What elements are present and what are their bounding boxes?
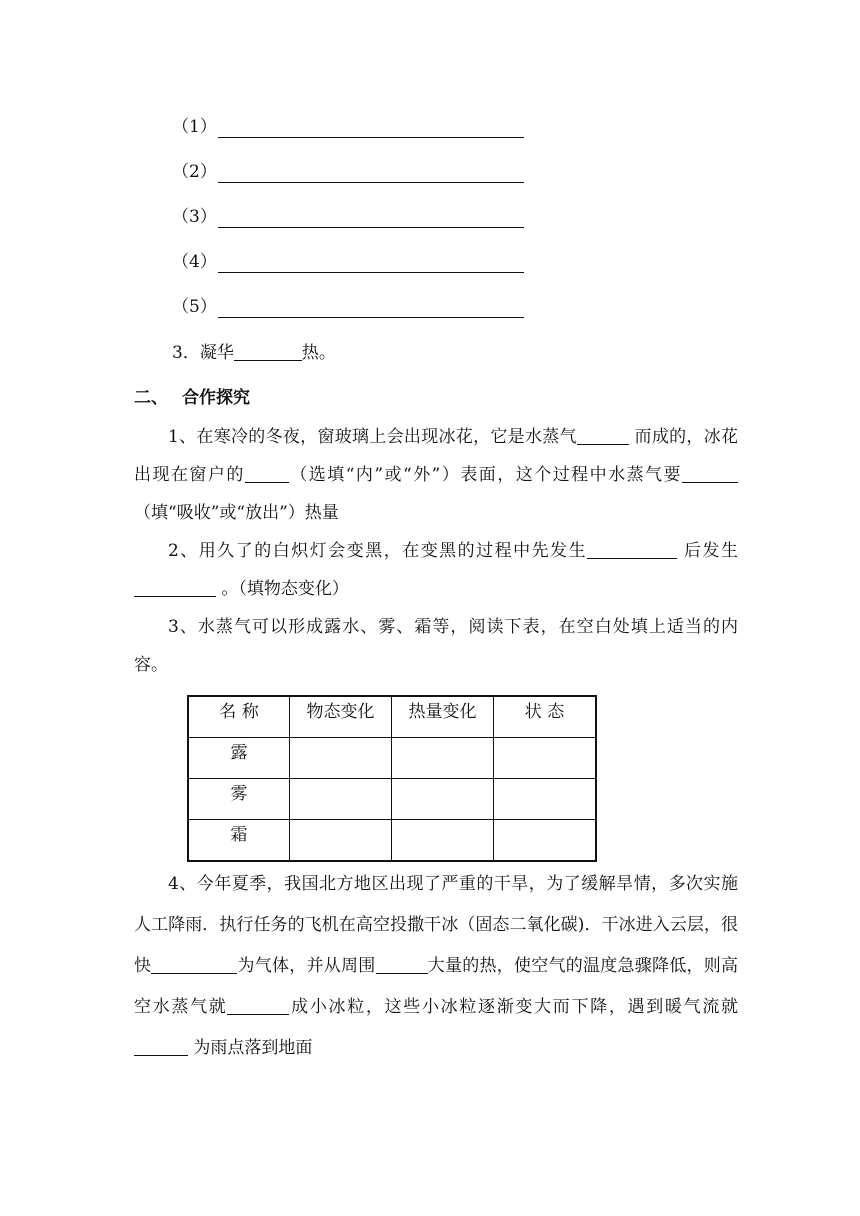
section-heading xyxy=(134,382,250,414)
item-3-prefix: 3．凝华 xyxy=(172,343,234,363)
table-cell xyxy=(290,779,392,820)
item-3-suffix: 热。 xyxy=(301,343,336,363)
blank-row-4 xyxy=(172,247,532,273)
item-3 xyxy=(172,334,732,372)
question-3 xyxy=(134,608,738,684)
header-name: 名 称 xyxy=(188,696,290,738)
row-label-dew: 露 xyxy=(188,738,290,779)
table-row xyxy=(188,738,596,779)
blank-label-2: （2） xyxy=(172,162,217,182)
q2-text-b: 后发生 xyxy=(677,541,738,561)
blank-row-2 xyxy=(172,157,532,183)
blank-label-1: （1） xyxy=(172,117,217,137)
answer-line-1 xyxy=(218,119,524,138)
q2-text-c: 。（填物态变化） xyxy=(216,579,349,599)
answer-line-4 xyxy=(218,254,524,273)
q4-blank-3 xyxy=(227,997,289,1015)
q4-text-d: 成小冰粒，这些小冰粒逐渐变大而下降，遇到暖气流就 xyxy=(289,997,739,1017)
table-cell xyxy=(290,738,392,779)
table-cell xyxy=(290,820,392,862)
section-title: 合作探究 xyxy=(182,388,250,408)
q1-blank-1 xyxy=(577,427,629,445)
q2-text-a: 2、用久了的白炽灯会变黑，在变黑的过程中先发生 xyxy=(168,541,588,561)
table-cell xyxy=(392,738,494,779)
answer-line-5 xyxy=(218,299,524,318)
question-2 xyxy=(134,532,738,608)
blank-row-1 xyxy=(172,112,532,138)
q4-blank-1 xyxy=(151,956,237,974)
row-label-frost: 霜 xyxy=(188,820,290,862)
q4-text-c: 大量的热，使空气的温度急骤降低，则高空水蒸气就 xyxy=(134,956,738,1017)
q4-text-a: 4、今年夏季，我国北方地区出现了严重的干旱，为了缓解旱情，多次实施人工降雨．执行任务的飞机在高空投撒干冰（固态二氧化碳)．干冰进入云层，很快 xyxy=(134,874,738,976)
table-cell xyxy=(494,820,597,862)
q2-blank-1 xyxy=(587,541,677,559)
question-4 xyxy=(134,864,738,1069)
q1-text-c: （选填“内”或“外”）表面，这个过程中水蒸气要 xyxy=(288,465,683,485)
row-label-fog: 雾 xyxy=(188,779,290,820)
table-row xyxy=(188,820,596,862)
answer-line-2 xyxy=(218,164,524,183)
q1-text-a: 1、在寒冷的冬夜，窗玻璃上会出现冰花，它是水蒸气 xyxy=(168,427,577,447)
table-cell xyxy=(494,738,597,779)
section-number: 二、 xyxy=(134,388,168,408)
q3-text: 3、水蒸气可以形成露水、雾、霜等，阅读下表，在空白处填上适当的内容。 xyxy=(134,617,738,675)
q2-blank-2 xyxy=(134,579,216,597)
blank-row-5 xyxy=(172,292,532,318)
table-cell xyxy=(392,779,494,820)
q1-text-d: （填“吸收”或“放出”）热量 xyxy=(134,503,339,523)
table-cell xyxy=(392,820,494,862)
item-3-blank xyxy=(234,343,302,361)
question-1 xyxy=(134,418,738,532)
q4-text-e: 为雨点落到地面 xyxy=(188,1038,313,1058)
header-state-change: 物态变化 xyxy=(290,696,392,738)
blank-label-3: （3） xyxy=(172,207,217,227)
blank-row-3 xyxy=(172,202,532,228)
blank-label-4: （4） xyxy=(172,252,217,272)
q4-blank-2 xyxy=(376,956,428,974)
table-cell xyxy=(494,779,597,820)
q4-text-b: 为气体，并从周围 xyxy=(237,956,376,976)
answer-line-3 xyxy=(218,209,524,228)
q1-text-b: 而成的，冰花出现在窗户的 xyxy=(134,427,738,485)
q1-blank-2 xyxy=(245,465,289,483)
q4-blank-4 xyxy=(134,1038,188,1056)
table-row xyxy=(188,779,596,820)
header-state: 状 态 xyxy=(494,696,597,738)
q1-blank-3 xyxy=(682,465,738,483)
state-change-table xyxy=(187,695,597,862)
blank-label-5: （5） xyxy=(172,297,217,317)
header-heat-change: 热量变化 xyxy=(392,696,494,738)
table-header-row xyxy=(188,696,596,738)
